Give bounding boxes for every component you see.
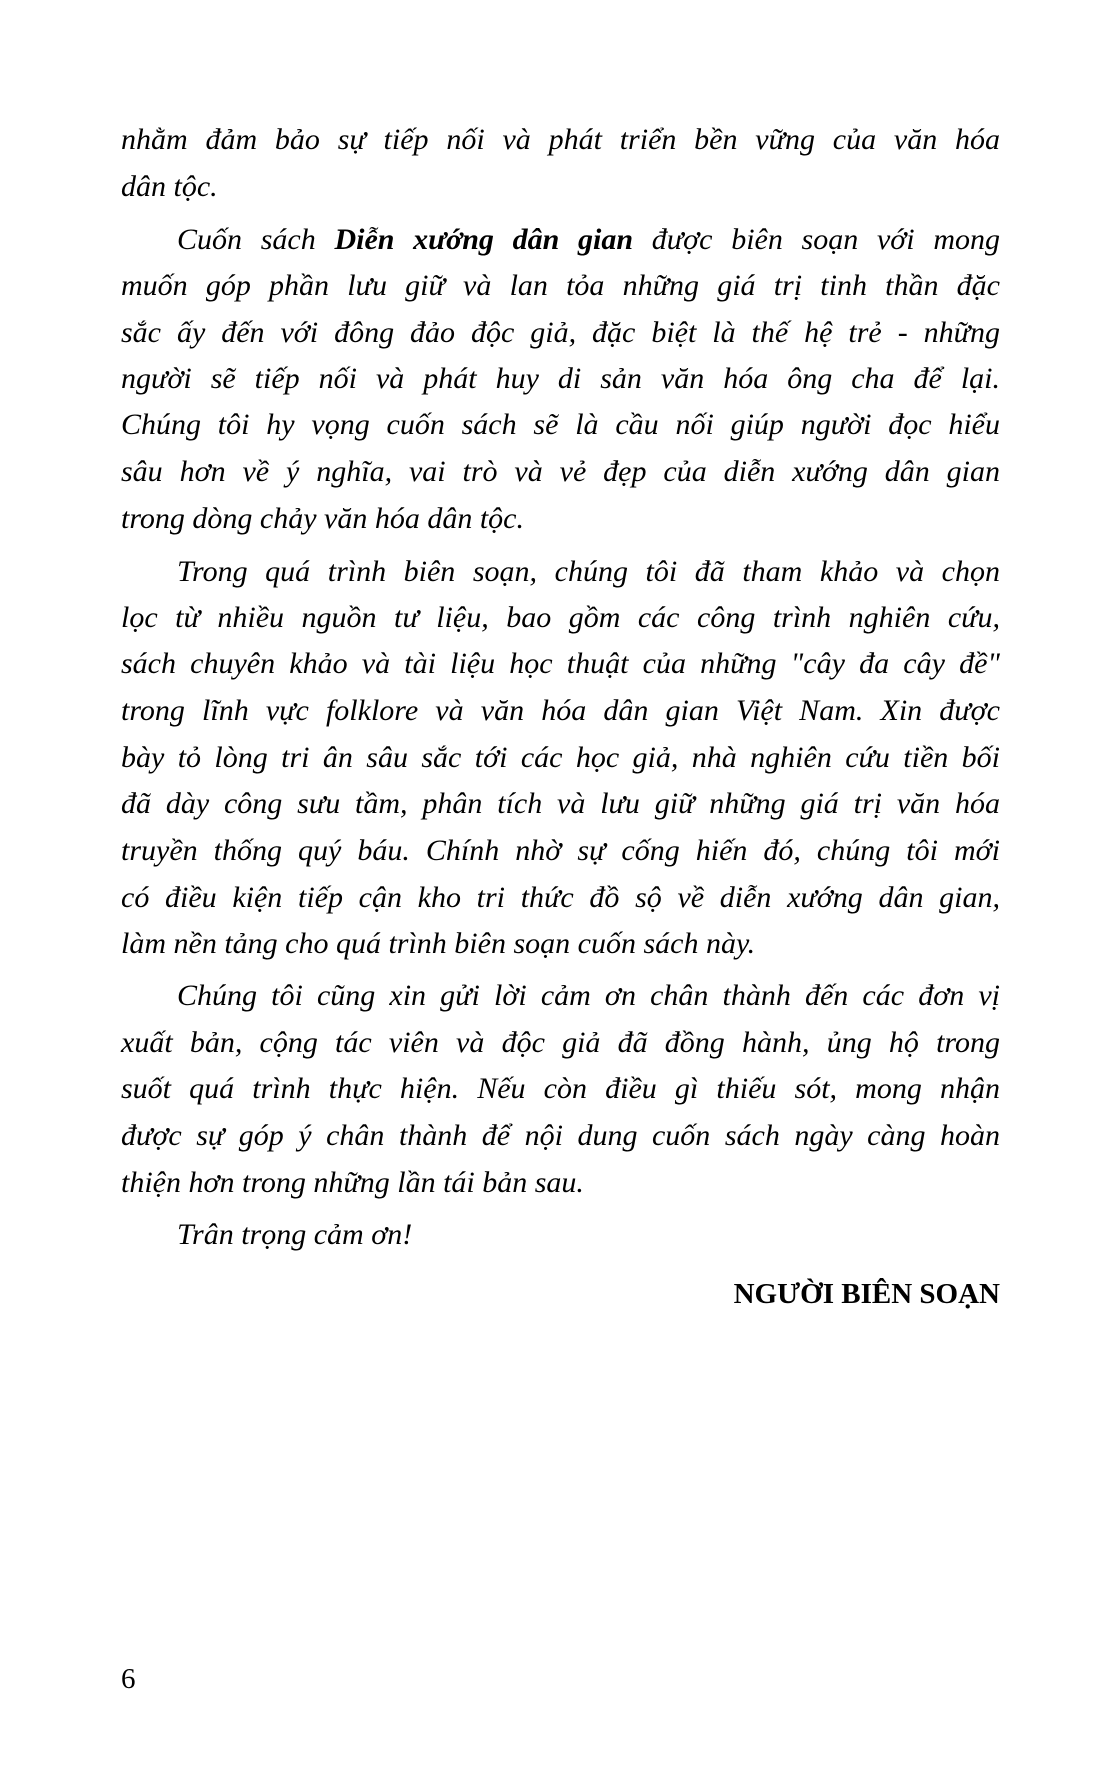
text-line: bày tỏ lòng tri ân sâu sắc tới các học giả, nhà nghiên cứu tiền bối: [121, 741, 1000, 774]
text-line: thiện hơn trong những lần tái bản sau.: [121, 1166, 584, 1199]
text-line: suốt quá trình thực hiện. Nếu còn điều gì thiếu sót, mong nhận: [121, 1072, 1000, 1105]
signature: NGƯỜI BIÊN SOẠN: [733, 1278, 1000, 1310]
text-segment: được biên soạn với mong: [651, 223, 1000, 256]
text-line: [177, 223, 1000, 257]
text-line: xuất bản, cộng tác viên và độc giả đã đồng hành, ủng hộ trong: [121, 1026, 1000, 1059]
text-line: làm nền tảng cho quá trình biên soạn cuốn sách này.: [121, 927, 756, 960]
text-segment: Cuốn sách: [177, 223, 316, 256]
text-line: muốn góp phần lưu giữ và lan tỏa những giá trị tinh thần đặc: [121, 269, 1000, 302]
text-line: người sẽ tiếp nối và phát huy di sản văn hóa ông cha để lại.: [121, 362, 1000, 395]
text-line: Trong quá trình biên soạn, chúng tôi đã tham khảo và chọn: [177, 555, 1000, 588]
text-line: Chúng tôi cũng xin gửi lời cảm ơn chân thành đến các đơn vị: [177, 979, 1000, 1012]
text-line: được sự góp ý chân thành để nội dung cuốn sách ngày càng hoàn: [121, 1119, 1000, 1152]
text-line: Chúng tôi hy vọng cuốn sách sẽ là cầu nối giúp người đọc hiểu: [121, 408, 1000, 441]
text-line: truyền thống quý báu. Chính nhờ sự cống hiến đó, chúng tôi mới: [121, 834, 1000, 867]
closing-line: Trân trọng cảm ơn!: [177, 1218, 413, 1251]
text-line: nhằm đảm bảo sự tiếp nối và phát triển bền vững của văn hóa: [121, 123, 1000, 156]
text-line: sâu hơn về ý nghĩa, vai trò và vẻ đẹp của diễn xướng dân gian: [121, 455, 1000, 488]
text-line: sắc ấy đến với đông đảo độc giả, đặc biệt là thế hệ trẻ - những: [121, 316, 1000, 349]
book-title: Diễn xướng dân gian: [334, 223, 634, 256]
text-line: trong dòng chảy văn hóa dân tộc.: [121, 502, 524, 535]
text-line: trong lĩnh vực folklore và văn hóa dân gian Việt Nam. Xin được: [121, 694, 1000, 727]
page-number: 6: [121, 1663, 136, 1695]
text-line: sách chuyên khảo và tài liệu học thuật của những "cây đa cây đề": [121, 647, 1000, 680]
text-line: dân tộc.: [121, 170, 218, 203]
text-line: đã dày công sưu tầm, phân tích và lưu giữ những giá trị văn hóa: [121, 787, 1000, 820]
text-line: có điều kiện tiếp cận kho tri thức đồ sộ về diễn xướng dân gian,: [121, 881, 1000, 914]
text-line: lọc từ nhiều nguồn tư liệu, bao gồm các công trình nghiên cứu,: [121, 601, 1000, 634]
